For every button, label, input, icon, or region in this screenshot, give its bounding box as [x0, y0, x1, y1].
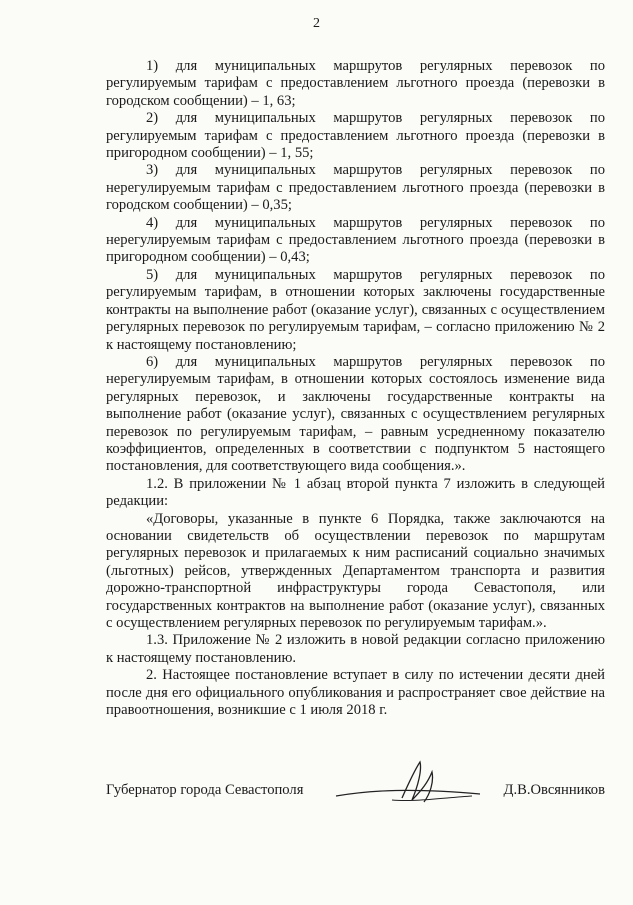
- paragraph-item-4: 4) для муниципальных маршрутов регулярных перевозок по нерегулируемым тарифам с предоставлением льготного проезда (перевозки в пригородном сообщении) – 0,43;: [106, 214, 605, 266]
- signature-block: [106, 760, 605, 810]
- paragraph-2: 2. Настоящее постановление вступает в силу по истечении десяти дней после дня его официального опубликования и распространяет свое действие на правоотношения, возникшие с 1 июля 2018 г.: [106, 667, 605, 719]
- paragraph-quote: «Договоры, указанные в пункте 6 Порядка, также заключаются на основании свидетельств об осуществлении перевозок по маршрутам регулярных перевозок и прилагаемых к ним расписаний социально значимых (льготных) рейсов, утвержденных Департаментом транспорта и развития дорожно-транспортной инфраструктуры города Севастополя, или государственных контрактов на выполнение работ (оказание услуг), связанных с осуществлением регулярных перевозок по регулируемым тарифам.».: [106, 510, 605, 631]
- signatory-name: Д.В.Овсянников: [503, 782, 605, 798]
- document-body: [106, 58, 605, 719]
- paragraph-item-6: 6) для муниципальных маршрутов регулярных перевозок по нерегулируемым тарифам, в отношении которых состоялось изменение вида регулярных перевозок, и заключены государственные контракты на выполнение работ (оказание услуг), связанных с осуществлением регулярных перевозок по регулируемым тарифам, – равным усредненному показателю коэффициентов, определенных в соответствии с подпунктом 5 настоящего постановления, для соответствующего вида сообщения.».: [106, 353, 605, 475]
- handwritten-signature: [332, 760, 482, 810]
- paragraph-item-1: 1) для муниципальных маршрутов регулярных перевозок по регулируемым тарифам с предоставлением льготного проезда (перевозки в городском сообщении) – 1, 63;: [106, 58, 605, 109]
- signature-stroke-icon: [332, 760, 482, 810]
- page-number: 2: [313, 16, 320, 31]
- paragraph-item-3: 3) для муниципальных маршрутов регулярных перевозок по нерегулируемым тарифам с предоставлением льготного проезда (перевозки в городском сообщении) – 0,35;: [106, 162, 605, 214]
- paragraph-item-5: 5) для муниципальных маршрутов регулярных перевозок по регулируемым тарифам, в отношении которых заключены государственные контракты на выполнение работ (оказание услуг), связанных с осуществлением регулярных перевозок по регулируемым тарифам, – согласно приложению № 2 к настоящему постановлению;: [106, 266, 605, 353]
- signatory-title: Губернатор города Севастополя: [106, 782, 304, 798]
- paragraph-1-3: 1.3. Приложение № 2 изложить в новой редакции согласно приложению к настоящему постановлению.: [106, 632, 605, 666]
- paragraph-1-2: 1.2. В приложении № 1 абзац второй пункта 7 изложить в следующей редакции:: [106, 475, 605, 510]
- paragraph-item-2: 2) для муниципальных маршрутов регулярных перевозок по регулируемым тарифам с предоставлением льготного проезда (перевозки в пригородном сообщении) – 1, 55;: [106, 110, 605, 162]
